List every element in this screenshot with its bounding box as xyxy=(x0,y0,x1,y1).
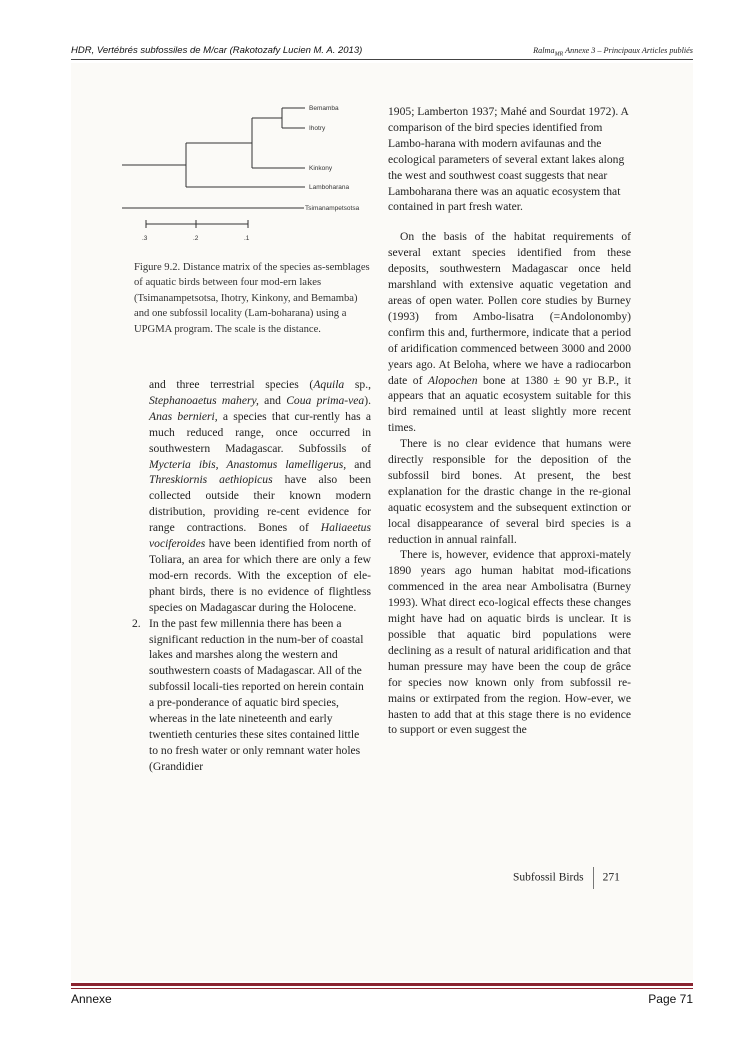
taxon-anas: Anas bernieri, xyxy=(149,409,218,423)
running-folio xyxy=(513,867,620,889)
scale-tick-01: .1 xyxy=(244,235,250,242)
text-run: a species that cur-rently has a much reduced range, once occurred in southwestern Madagascar. Subfossils of xyxy=(149,409,371,455)
header-left: HDR, Vertébrés subfossiles de M/car (Rakotozafy Lucien M. A. 2013) xyxy=(71,45,363,56)
folio-title: Subfossil Birds xyxy=(513,871,584,884)
footer-rule-thin xyxy=(71,988,693,989)
header-rule xyxy=(71,59,693,60)
list-item-text: In the past few millennia there has been a significant reduction in the num-ber of coastal lakes and marshes along the western and southwestern coasts of Madagascar. All of the subfossil locali-ties reported on herein contain a pre-ponderance of aquatic bird species, whereas in the late nineteenth and early twentieth centuries these sites contained little to no fresh water or only remnant water holes (Grandidier xyxy=(149,616,364,773)
dendrogram xyxy=(122,95,382,255)
footer-left: Annexe xyxy=(71,992,112,1006)
list-number: 2. xyxy=(132,616,141,630)
right-column xyxy=(388,104,631,738)
label-bemamba: Bemamba xyxy=(309,105,339,112)
list-item-2 xyxy=(132,616,371,775)
label-tsimanampetsotsa: Tsimanampetsotsa xyxy=(305,205,360,212)
taxon-threskiornis: Threskiornis aethiopicus xyxy=(149,473,273,487)
footer-rule-thick xyxy=(71,983,693,986)
right-paragraph-2 xyxy=(388,229,631,436)
footer-page-number: Page 71 xyxy=(648,992,693,1006)
right-paragraph-1: 1905; Lamberton 1937; Mahé and Sourdat 1972). A comparison of the bird species identified from Lambo-harana with modern avifaunas and the ecological parameters of several extant lakes along the west and southwest coast suggests that near Lamboharana there was an aquatic ecosystem that contained in part fresh water. xyxy=(388,105,629,214)
label-kinkony: Kinkony xyxy=(309,165,333,172)
text-run: have also been collected outside their known modern distribution, providing re-cent evidence for range contractions. Bones of xyxy=(149,473,371,535)
text-run: sp., xyxy=(344,378,371,391)
header-right-rest: Annexe 3 – Principaux Articles publiés xyxy=(563,46,693,55)
label-lamboharana: Lamboharana xyxy=(309,184,350,191)
scale-tick-02: .2 xyxy=(193,235,199,242)
text-run: bone at 1380 ± 90 yr B.P., it appears that an aquatic ecosystem suitable for this bird remained until at least slightly more recent times. xyxy=(388,373,631,435)
taxon-aquila: Aquila xyxy=(313,378,345,391)
header-right xyxy=(533,46,693,58)
left-column xyxy=(132,377,371,775)
header-right-sub: MR xyxy=(554,51,564,58)
right-paragraph-3: There is no clear evidence that humans were directly responsible for the deposition of the subfossil bird bones. At present, the best explanation for the drastic change in the re-gional aquatic ecosystem and the subsequent extinction or local disappearance of several bird species is a reduction in annual rainfall. xyxy=(388,437,631,546)
figure-caption: Figure 9.2. Distance matrix of the species as-semblages of aquatic birds between four mod-ern lakes (Tsimanampetsotsa, Ihotry, Kinkony, and Bemamba) and one subfossil locality (Lam-boharana) using a UPGMA program. The scale is the distance. xyxy=(134,262,370,335)
taxon-alopochen: Alopochen xyxy=(427,373,478,387)
taxon-stephanoaetus: Stephanoaetus mahery, xyxy=(149,393,259,407)
taxon-mycteria-anastomus: Mycteria ibis, Anastomus lamelligerus, xyxy=(149,457,347,471)
text-run: and xyxy=(258,393,287,407)
text-run: have been identified from north of Toliara, an area for which there are only a few mod-ern records. With the exception of ele-phant birds, there is no evidence of flightless species on Madagascar during the Holocene. xyxy=(149,537,371,614)
folio-page: 271 xyxy=(602,871,620,884)
text-run: ). xyxy=(364,393,371,407)
taxon-coua: Coua prima-vea xyxy=(286,393,365,407)
scale-tick-03: .3 xyxy=(142,235,148,242)
text-run: On the basis of the habitat requirements of several extant species identified from these deposits, southwestern Madagascar once held marshland with extensive aquatic vegetation and areas of open water. Pollen core studies by Burney (1993) from Ambo-lisatra (=Andolonomby) confirm this and, furthermore, indicate that a period of aridification commenced between 3000 and 2000 years ago. At Beloha, where we have a radiocarbon date of xyxy=(388,230,631,387)
label-ihotry: Ihotry xyxy=(309,125,326,132)
right-paragraph-4: There is, however, evidence that approxi-mately 1890 years ago human habitat mod-ifications commenced in the area near Ambolisatra (Burney 1993). What direct eco-logical effects these changes might have had on aquatic birds is unclear. It is possible that aquatic bird populations were declining as a result of natural aridification and that human pressure may have been the coup de grâce for species now known only from subfossil re-mains or extirpated from the region. How-ever, we hasten to add that at this stage there is no evidence to support or even suggest the xyxy=(388,548,631,737)
left-paragraph-1 xyxy=(149,377,371,616)
header-right-main: Ralma xyxy=(533,46,555,55)
taxon-haliaeetus: Haliaeetus vociferoides xyxy=(149,521,371,551)
text-run: and xyxy=(346,457,371,471)
text-run: and three terrestrial species ( xyxy=(149,378,314,391)
